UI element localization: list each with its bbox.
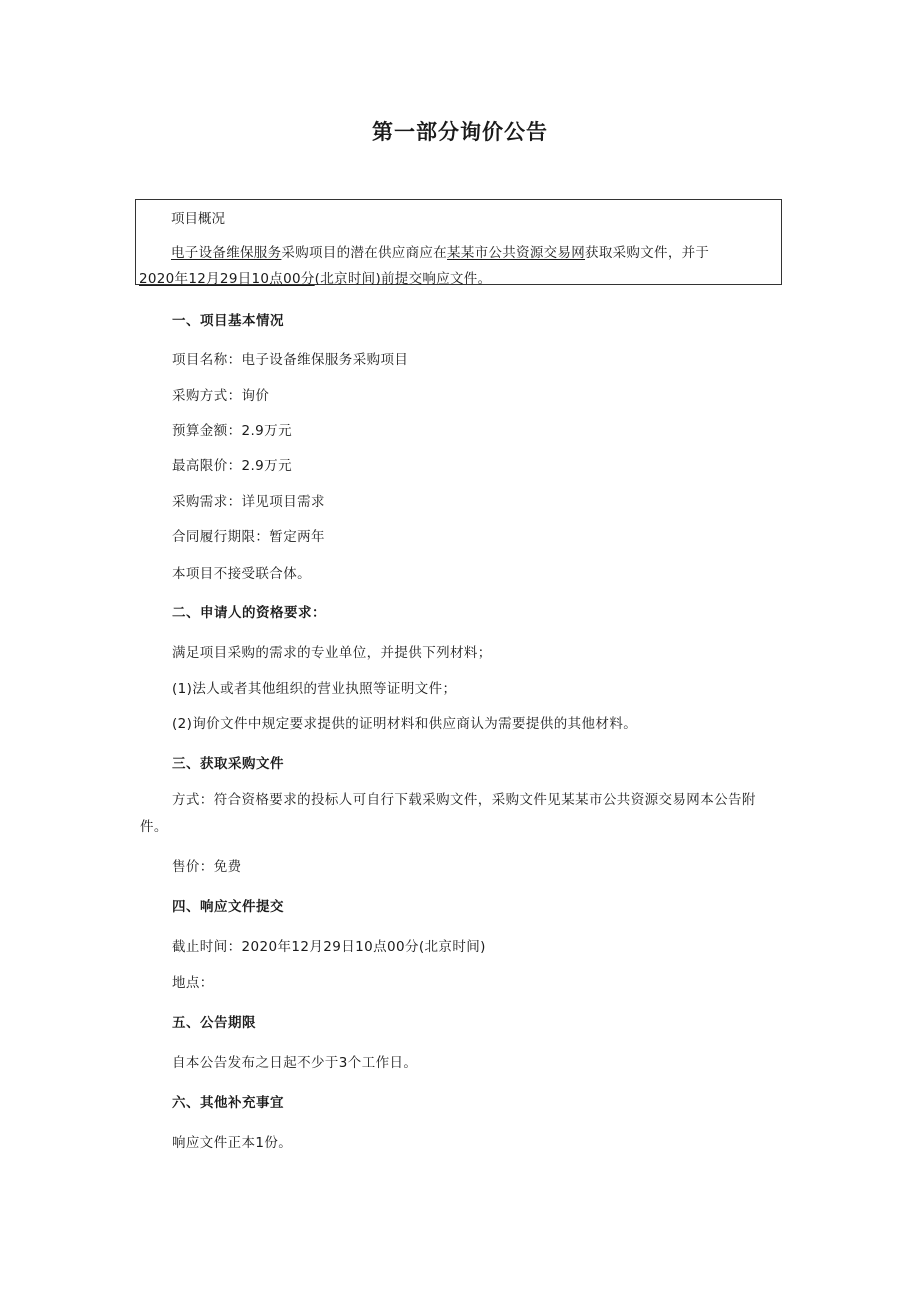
platform-name-underlined: 某某市公共资源交易网 [447,245,586,261]
overview-heading: 项目概况 [171,211,225,227]
overview-line-1 [171,241,777,261]
submission-deadline-line: 截止时间：2020年12月29日10点00分(北京时间) [172,939,486,955]
announcement-period-line: 自本公告发布之日起不少于3个工作日。 [172,1055,418,1071]
project-overview-box [135,199,782,285]
document-acquisition-method: 方式：符合资格要求的投标人可自行下载采购文件，采购文件见某某市公共资源交易网本公告附件。 [140,792,756,835]
section-6-heading: 六、其他补充事宜 [172,1095,284,1111]
copies-line: 响应文件正本1份。 [172,1135,293,1151]
overview-line-2 [139,267,491,287]
budget-line: 预算金额：2.9万元 [172,423,292,439]
qualification-item-2: (2)询价文件中规定要求提供的证明材料和供应商认为需要提供的其他材料。 [172,716,638,732]
qualification-item-1: (1)法人或者其他组织的营业执照等证明文件； [172,681,457,697]
overview-text-2: 获取采购文件，并于 [585,245,710,261]
procurement-method-line: 采购方式：询价 [172,388,270,404]
consortium-line: 本项目不接受联合体。 [172,566,311,582]
section-1-heading: 一、项目基本情况 [172,313,284,329]
submission-location-line: 地点： [172,975,214,991]
section-3-heading: 三、获取采购文件 [172,756,284,772]
section-4-heading: 四、响应文件提交 [172,899,284,915]
document-title: 第一部分询价公告 [372,120,548,144]
requirements-line: 采购需求：详见项目需求 [172,494,325,510]
project-name-underlined: 电子设备维保服务 [171,245,282,261]
max-price-line: 最高限价：2.9万元 [172,458,292,474]
overview-text-1: 采购项目的潜在供应商应在 [281,245,448,261]
section-2-heading: 二、申请人的资格要求： [172,605,326,621]
document-price-line: 售价：免费 [172,859,242,875]
deadline-underlined: 2020年12月29日10点00分 [139,271,315,287]
contract-term-line: 合同履行期限：暂定两年 [172,529,325,545]
qualification-intro: 满足项目采购的需求的专业单位，并提供下列材料； [172,645,492,661]
project-name-line: 项目名称：电子设备维保服务采购项目 [172,352,409,368]
overview-text-3: (北京时间)前提交响应文件。 [314,271,492,287]
section-5-heading: 五、公告期限 [172,1015,256,1031]
